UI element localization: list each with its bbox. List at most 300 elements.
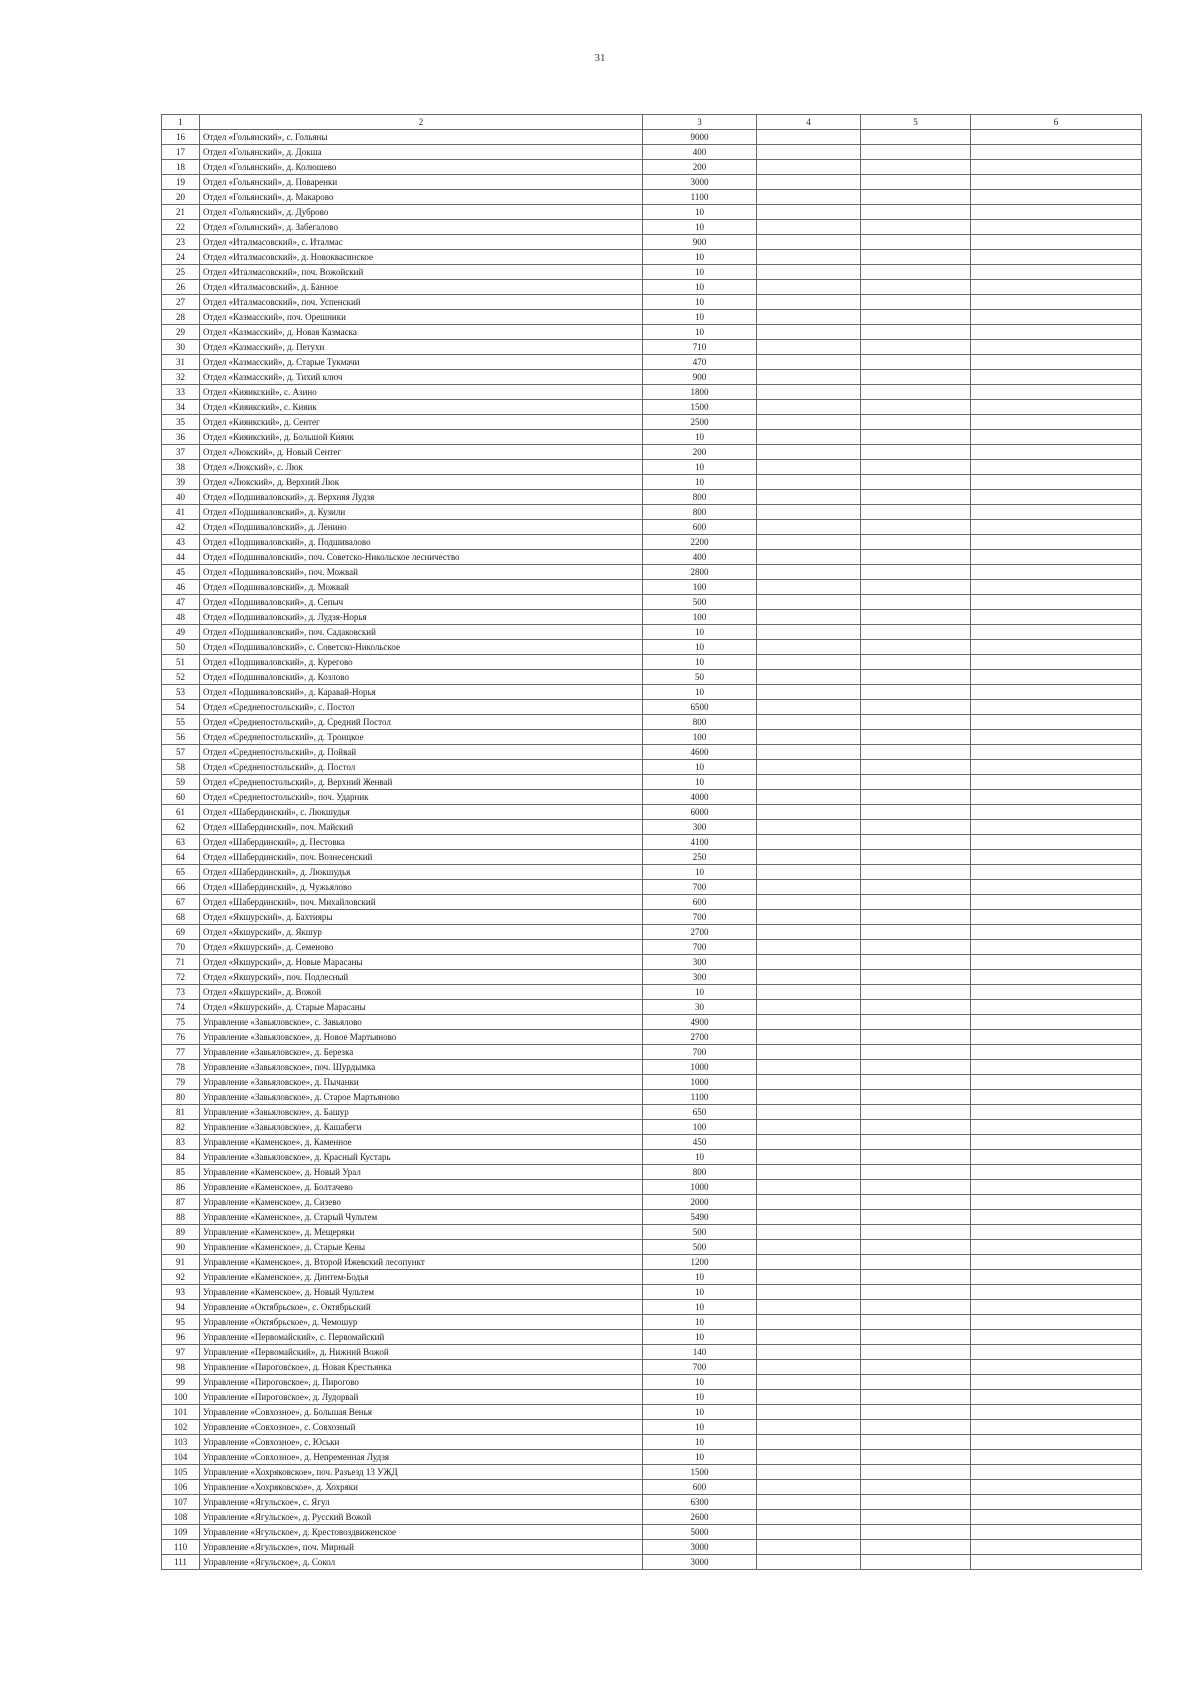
empty-cell-col-6: [971, 1015, 1142, 1030]
empty-cell-col-4: [757, 940, 861, 955]
value-cell: 1000: [643, 1060, 757, 1075]
empty-cell-col-5: [861, 490, 971, 505]
settlement-name-cell: Управление «Каменское», д. Сизево: [200, 1195, 643, 1210]
settlement-name-cell: Управление «Ягульское», д. Русский Вожой: [200, 1510, 643, 1525]
empty-cell-col-6: [971, 760, 1142, 775]
value-cell: 10: [643, 1330, 757, 1345]
empty-cell-col-4: [757, 640, 861, 655]
empty-cell-col-5: [861, 1300, 971, 1315]
value-cell: 10: [643, 475, 757, 490]
settlement-name-cell: Отдел «Якшурский», поч. Подлесный: [200, 970, 643, 985]
settlement-name-cell: Управление «Завьяловское», д. Новое Мартьяново: [200, 1030, 643, 1045]
settlement-name-cell: Отдел «Казмасский», д. Тихий ключ: [200, 370, 643, 385]
value-cell: 600: [643, 1480, 757, 1495]
empty-cell-col-5: [861, 970, 971, 985]
row-number-cell: 71: [162, 955, 200, 970]
value-cell: 3000: [643, 175, 757, 190]
empty-cell-col-5: [861, 415, 971, 430]
row-number-cell: 27: [162, 295, 200, 310]
value-cell: 500: [643, 1225, 757, 1240]
table-row: [162, 130, 1142, 145]
settlement-name-cell: Отдел «Шабердинский», поч. Михайловский: [200, 895, 643, 910]
settlement-name-cell: Отдел «Кияикский», с. Азино: [200, 385, 643, 400]
value-cell: 800: [643, 1165, 757, 1180]
row-number-cell: 23: [162, 235, 200, 250]
row-number-cell: 28: [162, 310, 200, 325]
empty-cell-col-5: [861, 1360, 971, 1375]
value-cell: 10: [643, 325, 757, 340]
settlement-name-cell: Отдел «Гольянский», д. Поваренки: [200, 175, 643, 190]
value-cell: 1000: [643, 1180, 757, 1195]
row-number-cell: 39: [162, 475, 200, 490]
empty-cell-col-6: [971, 1240, 1142, 1255]
settlement-name-cell: Отдел «Подшиваловский», поч. Можвай: [200, 565, 643, 580]
data-table: [161, 114, 1142, 1570]
settlement-name-cell: Отдел «Подшиваловский», д. Козлово: [200, 670, 643, 685]
empty-cell-col-4: [757, 160, 861, 175]
row-number-cell: 62: [162, 820, 200, 835]
table-row: [162, 655, 1142, 670]
empty-cell-col-5: [861, 1045, 971, 1060]
settlement-name-cell: Отдел «Кияикский», с. Кияик: [200, 400, 643, 415]
page-number: 31: [594, 52, 606, 64]
row-number-cell: 25: [162, 265, 200, 280]
settlement-name-cell: Управление «Пироговское», д. Пирогово: [200, 1375, 643, 1390]
settlement-name-cell: Управление «Каменское», д. Болтачево: [200, 1180, 643, 1195]
value-cell: 10: [643, 1390, 757, 1405]
table-row: [162, 715, 1142, 730]
settlement-name-cell: Отдел «Среднепостольский», с. Постол: [200, 700, 643, 715]
settlement-name-cell: Отдел «Подшиваловский», д. Ленино: [200, 520, 643, 535]
settlement-name-cell: Отдел «Среднепостольский», д. Верхний Женвай: [200, 775, 643, 790]
settlement-name-cell: Отдел «Гольянский», д. Докша: [200, 145, 643, 160]
row-number-cell: 97: [162, 1345, 200, 1360]
value-cell: 1100: [643, 190, 757, 205]
settlement-name-cell: Отдел «Кияикский», д. Большой Кияик: [200, 430, 643, 445]
empty-cell-col-4: [757, 1060, 861, 1075]
empty-cell-col-5: [861, 250, 971, 265]
row-number-cell: 78: [162, 1060, 200, 1075]
settlement-name-cell: Отдел «Кияикский», д. Сентег: [200, 415, 643, 430]
empty-cell-col-6: [971, 520, 1142, 535]
empty-cell-col-4: [757, 745, 861, 760]
table-row: [162, 970, 1142, 985]
value-cell: 10: [643, 985, 757, 1000]
settlement-name-cell: Отдел «Подшиваловский», поч. Садаковский: [200, 625, 643, 640]
settlement-name-cell: Управление «Каменское», д. Новый Чультем: [200, 1285, 643, 1300]
empty-cell-col-4: [757, 130, 861, 145]
table-row: [162, 1210, 1142, 1225]
value-cell: 10: [643, 1300, 757, 1315]
empty-cell-col-5: [861, 685, 971, 700]
empty-cell-col-5: [861, 580, 971, 595]
empty-cell-col-5: [861, 910, 971, 925]
empty-cell-col-6: [971, 385, 1142, 400]
empty-cell-col-5: [861, 1075, 971, 1090]
empty-cell-col-4: [757, 475, 861, 490]
settlement-name-cell: Отдел «Подшиваловский», д. Каравай-Норья: [200, 685, 643, 700]
empty-cell-col-5: [861, 1510, 971, 1525]
value-cell: 10: [643, 685, 757, 700]
row-number-cell: 89: [162, 1225, 200, 1240]
row-number-cell: 53: [162, 685, 200, 700]
value-cell: 700: [643, 940, 757, 955]
table-row: [162, 1030, 1142, 1045]
value-cell: 500: [643, 595, 757, 610]
table-row: [162, 595, 1142, 610]
empty-cell-col-6: [971, 430, 1142, 445]
column-header-1: 1: [162, 115, 200, 130]
settlement-name-cell: Отдел «Подшиваловский», д. Подшивалово: [200, 535, 643, 550]
empty-cell-col-4: [757, 340, 861, 355]
value-cell: 500: [643, 1240, 757, 1255]
table-row: [162, 565, 1142, 580]
value-cell: 1500: [643, 400, 757, 415]
table-row: [162, 820, 1142, 835]
table-row: [162, 280, 1142, 295]
value-cell: 10: [643, 865, 757, 880]
settlement-name-cell: Отдел «Гольянский», с. Гольяны: [200, 130, 643, 145]
row-number-cell: 87: [162, 1195, 200, 1210]
empty-cell-col-4: [757, 370, 861, 385]
empty-cell-col-6: [971, 340, 1142, 355]
table-row: [162, 430, 1142, 445]
empty-cell-col-5: [861, 985, 971, 1000]
value-cell: 10: [643, 265, 757, 280]
empty-cell-col-4: [757, 1300, 861, 1315]
table-row: [162, 805, 1142, 820]
settlement-name-cell: Управление «Завьяловское», д. Старое Мартьяново: [200, 1090, 643, 1105]
empty-cell-col-4: [757, 1105, 861, 1120]
row-number-cell: 92: [162, 1270, 200, 1285]
row-number-cell: 95: [162, 1315, 200, 1330]
row-number-cell: 60: [162, 790, 200, 805]
value-cell: 800: [643, 715, 757, 730]
empty-cell-col-6: [971, 1060, 1142, 1075]
settlement-name-cell: Управление «Октябрьское», д. Чемошур: [200, 1315, 643, 1330]
table-row: [162, 475, 1142, 490]
row-number-cell: 111: [162, 1555, 200, 1570]
empty-cell-col-5: [861, 1135, 971, 1150]
empty-cell-col-6: [971, 880, 1142, 895]
empty-cell-col-4: [757, 805, 861, 820]
empty-cell-col-6: [971, 730, 1142, 745]
row-number-cell: 24: [162, 250, 200, 265]
value-cell: 10: [643, 430, 757, 445]
table-row: [162, 760, 1142, 775]
settlement-name-cell: Отдел «Гольянский», д. Колюшево: [200, 160, 643, 175]
empty-cell-col-5: [861, 880, 971, 895]
table-row: [162, 670, 1142, 685]
empty-cell-col-6: [971, 985, 1142, 1000]
row-number-cell: 57: [162, 745, 200, 760]
settlement-name-cell: Управление «Хохряковское», поч. Разъезд 13 УЖД: [200, 1465, 643, 1480]
empty-cell-col-5: [861, 760, 971, 775]
empty-cell-col-5: [861, 925, 971, 940]
value-cell: 2700: [643, 925, 757, 940]
table-row: [162, 265, 1142, 280]
empty-cell-col-6: [971, 1225, 1142, 1240]
empty-cell-col-5: [861, 535, 971, 550]
settlement-name-cell: Управление «Ягульское», д. Крестовоздвиженское: [200, 1525, 643, 1540]
empty-cell-col-4: [757, 655, 861, 670]
value-cell: 400: [643, 550, 757, 565]
settlement-name-cell: Отдел «Люкский», д. Верхний Люк: [200, 475, 643, 490]
empty-cell-col-4: [757, 865, 861, 880]
empty-cell-col-6: [971, 910, 1142, 925]
value-cell: 10: [643, 760, 757, 775]
settlement-name-cell: Управление «Завьяловское», д. Березка: [200, 1045, 643, 1060]
empty-cell-col-6: [971, 535, 1142, 550]
empty-cell-col-6: [971, 1120, 1142, 1135]
settlement-name-cell: Управление «Совхозное», д. Большая Венья: [200, 1405, 643, 1420]
value-cell: 100: [643, 730, 757, 745]
empty-cell-col-5: [861, 130, 971, 145]
row-number-cell: 85: [162, 1165, 200, 1180]
settlement-name-cell: Отдел «Казмасский», д. Новая Казмаска: [200, 325, 643, 340]
empty-cell-col-5: [861, 595, 971, 610]
row-number-cell: 73: [162, 985, 200, 1000]
table-row: [162, 790, 1142, 805]
row-number-cell: 81: [162, 1105, 200, 1120]
table-row: [162, 910, 1142, 925]
table-row: [162, 835, 1142, 850]
empty-cell-col-5: [861, 640, 971, 655]
table-row: [162, 1390, 1142, 1405]
empty-cell-col-4: [757, 1405, 861, 1420]
row-number-cell: 94: [162, 1300, 200, 1315]
empty-cell-col-6: [971, 415, 1142, 430]
empty-cell-col-4: [757, 1270, 861, 1285]
table-row: [162, 700, 1142, 715]
empty-cell-col-6: [971, 1390, 1142, 1405]
row-number-cell: 99: [162, 1375, 200, 1390]
empty-cell-col-6: [971, 1000, 1142, 1015]
empty-cell-col-5: [861, 1450, 971, 1465]
empty-cell-col-5: [861, 865, 971, 880]
empty-cell-col-6: [971, 550, 1142, 565]
column-header-4: 4: [757, 115, 861, 130]
settlement-name-cell: Управление «Совхозное», с. Юськи: [200, 1435, 643, 1450]
value-cell: 2700: [643, 1030, 757, 1045]
row-number-cell: 29: [162, 325, 200, 340]
empty-cell-col-6: [971, 310, 1142, 325]
row-number-cell: 84: [162, 1150, 200, 1165]
empty-cell-col-6: [971, 490, 1142, 505]
row-number-cell: 33: [162, 385, 200, 400]
value-cell: 6000: [643, 805, 757, 820]
empty-cell-col-4: [757, 550, 861, 565]
empty-cell-col-5: [861, 310, 971, 325]
row-number-cell: 66: [162, 880, 200, 895]
empty-cell-col-5: [861, 370, 971, 385]
row-number-cell: 16: [162, 130, 200, 145]
table-row: [162, 1240, 1142, 1255]
empty-cell-col-5: [861, 385, 971, 400]
empty-cell-col-5: [861, 280, 971, 295]
table-row: [162, 160, 1142, 175]
value-cell: 5000: [643, 1525, 757, 1540]
settlement-name-cell: Отдел «Шабердинский», д. Чужьялово: [200, 880, 643, 895]
row-number-cell: 86: [162, 1180, 200, 1195]
table-row: [162, 1525, 1142, 1540]
row-number-cell: 69: [162, 925, 200, 940]
empty-cell-col-6: [971, 1150, 1142, 1165]
empty-cell-col-5: [861, 190, 971, 205]
row-number-cell: 31: [162, 355, 200, 370]
settlement-name-cell: Отдел «Подшиваловский», д. Лудзя-Норья: [200, 610, 643, 625]
value-cell: 1100: [643, 1090, 757, 1105]
value-cell: 10: [643, 1270, 757, 1285]
value-cell: 2600: [643, 1510, 757, 1525]
empty-cell-col-6: [971, 1300, 1142, 1315]
empty-cell-col-5: [861, 475, 971, 490]
row-number-cell: 108: [162, 1510, 200, 1525]
empty-cell-col-4: [757, 700, 861, 715]
empty-cell-col-5: [861, 1015, 971, 1030]
settlement-name-cell: Отдел «Италмасовский», поч. Успенский: [200, 295, 643, 310]
row-number-cell: 72: [162, 970, 200, 985]
empty-cell-col-4: [757, 1135, 861, 1150]
empty-cell-col-5: [861, 445, 971, 460]
empty-cell-col-4: [757, 1555, 861, 1570]
value-cell: 200: [643, 445, 757, 460]
table-row: [162, 340, 1142, 355]
empty-cell-col-4: [757, 1540, 861, 1555]
empty-cell-col-4: [757, 1120, 861, 1135]
settlement-name-cell: Отдел «Якшурский», д. Семеново: [200, 940, 643, 955]
value-cell: 2000: [643, 1195, 757, 1210]
table-row: [162, 640, 1142, 655]
value-cell: 900: [643, 235, 757, 250]
value-cell: 600: [643, 895, 757, 910]
empty-cell-col-4: [757, 730, 861, 745]
empty-cell-col-5: [861, 1555, 971, 1570]
settlement-name-cell: Управление «Завьяловское», с. Завьялово: [200, 1015, 643, 1030]
value-cell: 10: [643, 625, 757, 640]
empty-cell-col-5: [861, 820, 971, 835]
value-cell: 6300: [643, 1495, 757, 1510]
table-row: [162, 400, 1142, 415]
value-cell: 400: [643, 145, 757, 160]
row-number-cell: 74: [162, 1000, 200, 1015]
table-row: [162, 865, 1142, 880]
settlement-name-cell: Отдел «Шабердинский», д. Пестовка: [200, 835, 643, 850]
row-number-cell: 76: [162, 1030, 200, 1045]
value-cell: 10: [643, 310, 757, 325]
settlement-name-cell: Отдел «Казмасский», д. Старые Тукмачи: [200, 355, 643, 370]
settlement-name-cell: Отдел «Среднепостольский», д. Средний Постол: [200, 715, 643, 730]
row-number-cell: 46: [162, 580, 200, 595]
row-number-cell: 58: [162, 760, 200, 775]
value-cell: 800: [643, 490, 757, 505]
settlement-name-cell: Отдел «Италмасовский», с. Италмас: [200, 235, 643, 250]
table-row: [162, 1195, 1142, 1210]
empty-cell-col-5: [861, 1165, 971, 1180]
row-number-cell: 64: [162, 850, 200, 865]
table-row: [162, 1360, 1142, 1375]
row-number-cell: 51: [162, 655, 200, 670]
row-number-cell: 42: [162, 520, 200, 535]
empty-cell-col-6: [971, 325, 1142, 340]
row-number-cell: 18: [162, 160, 200, 175]
empty-cell-col-5: [861, 355, 971, 370]
row-number-cell: 67: [162, 895, 200, 910]
settlement-name-cell: Отдел «Шабердинский», д. Люкшудья: [200, 865, 643, 880]
table-row: [162, 850, 1142, 865]
table-row: [162, 355, 1142, 370]
table-row: [162, 175, 1142, 190]
table-row: [162, 1540, 1142, 1555]
empty-cell-col-4: [757, 1375, 861, 1390]
empty-cell-col-6: [971, 1255, 1142, 1270]
value-cell: 10: [643, 1405, 757, 1420]
settlement-name-cell: Управление «Каменское», д. Новый Урал: [200, 1165, 643, 1180]
settlement-name-cell: Отдел «Люкский», д. Новый Сентег: [200, 445, 643, 460]
value-cell: 3000: [643, 1555, 757, 1570]
table-body: [162, 130, 1142, 1570]
empty-cell-col-4: [757, 970, 861, 985]
empty-cell-col-6: [971, 145, 1142, 160]
table-row: [162, 1495, 1142, 1510]
empty-cell-col-4: [757, 775, 861, 790]
table-row: [162, 1150, 1142, 1165]
row-number-cell: 70: [162, 940, 200, 955]
empty-cell-col-4: [757, 1075, 861, 1090]
value-cell: 1800: [643, 385, 757, 400]
empty-cell-col-6: [971, 1420, 1142, 1435]
empty-cell-col-4: [757, 1045, 861, 1060]
value-cell: 30: [643, 1000, 757, 1015]
empty-cell-col-4: [757, 850, 861, 865]
empty-cell-col-4: [757, 355, 861, 370]
empty-cell-col-4: [757, 415, 861, 430]
empty-cell-col-6: [971, 820, 1142, 835]
empty-cell-col-6: [971, 1180, 1142, 1195]
table-row: [162, 775, 1142, 790]
empty-cell-col-6: [971, 505, 1142, 520]
table-row: [162, 745, 1142, 760]
empty-cell-col-5: [861, 1465, 971, 1480]
value-cell: 10: [643, 250, 757, 265]
row-number-cell: 44: [162, 550, 200, 565]
value-cell: 700: [643, 910, 757, 925]
empty-cell-col-6: [971, 1525, 1142, 1540]
empty-cell-col-5: [861, 550, 971, 565]
table-row: [162, 1105, 1142, 1120]
empty-cell-col-4: [757, 325, 861, 340]
empty-cell-col-4: [757, 1450, 861, 1465]
empty-cell-col-6: [971, 1510, 1142, 1525]
empty-cell-col-6: [971, 1480, 1142, 1495]
value-cell: 9000: [643, 130, 757, 145]
empty-cell-col-5: [861, 1090, 971, 1105]
empty-cell-col-5: [861, 1420, 971, 1435]
table-row: [162, 205, 1142, 220]
settlement-name-cell: Управление «Пироговское», д. Новая Крестьянка: [200, 1360, 643, 1375]
empty-cell-col-4: [757, 685, 861, 700]
empty-cell-col-5: [861, 1270, 971, 1285]
empty-cell-col-6: [971, 805, 1142, 820]
settlement-name-cell: Отдел «Среднепостольский», поч. Ударник: [200, 790, 643, 805]
table-row: [162, 385, 1142, 400]
empty-cell-col-5: [861, 325, 971, 340]
empty-cell-col-5: [861, 850, 971, 865]
value-cell: 140: [643, 1345, 757, 1360]
value-cell: 200: [643, 160, 757, 175]
row-number-cell: 110: [162, 1540, 200, 1555]
row-number-cell: 109: [162, 1525, 200, 1540]
